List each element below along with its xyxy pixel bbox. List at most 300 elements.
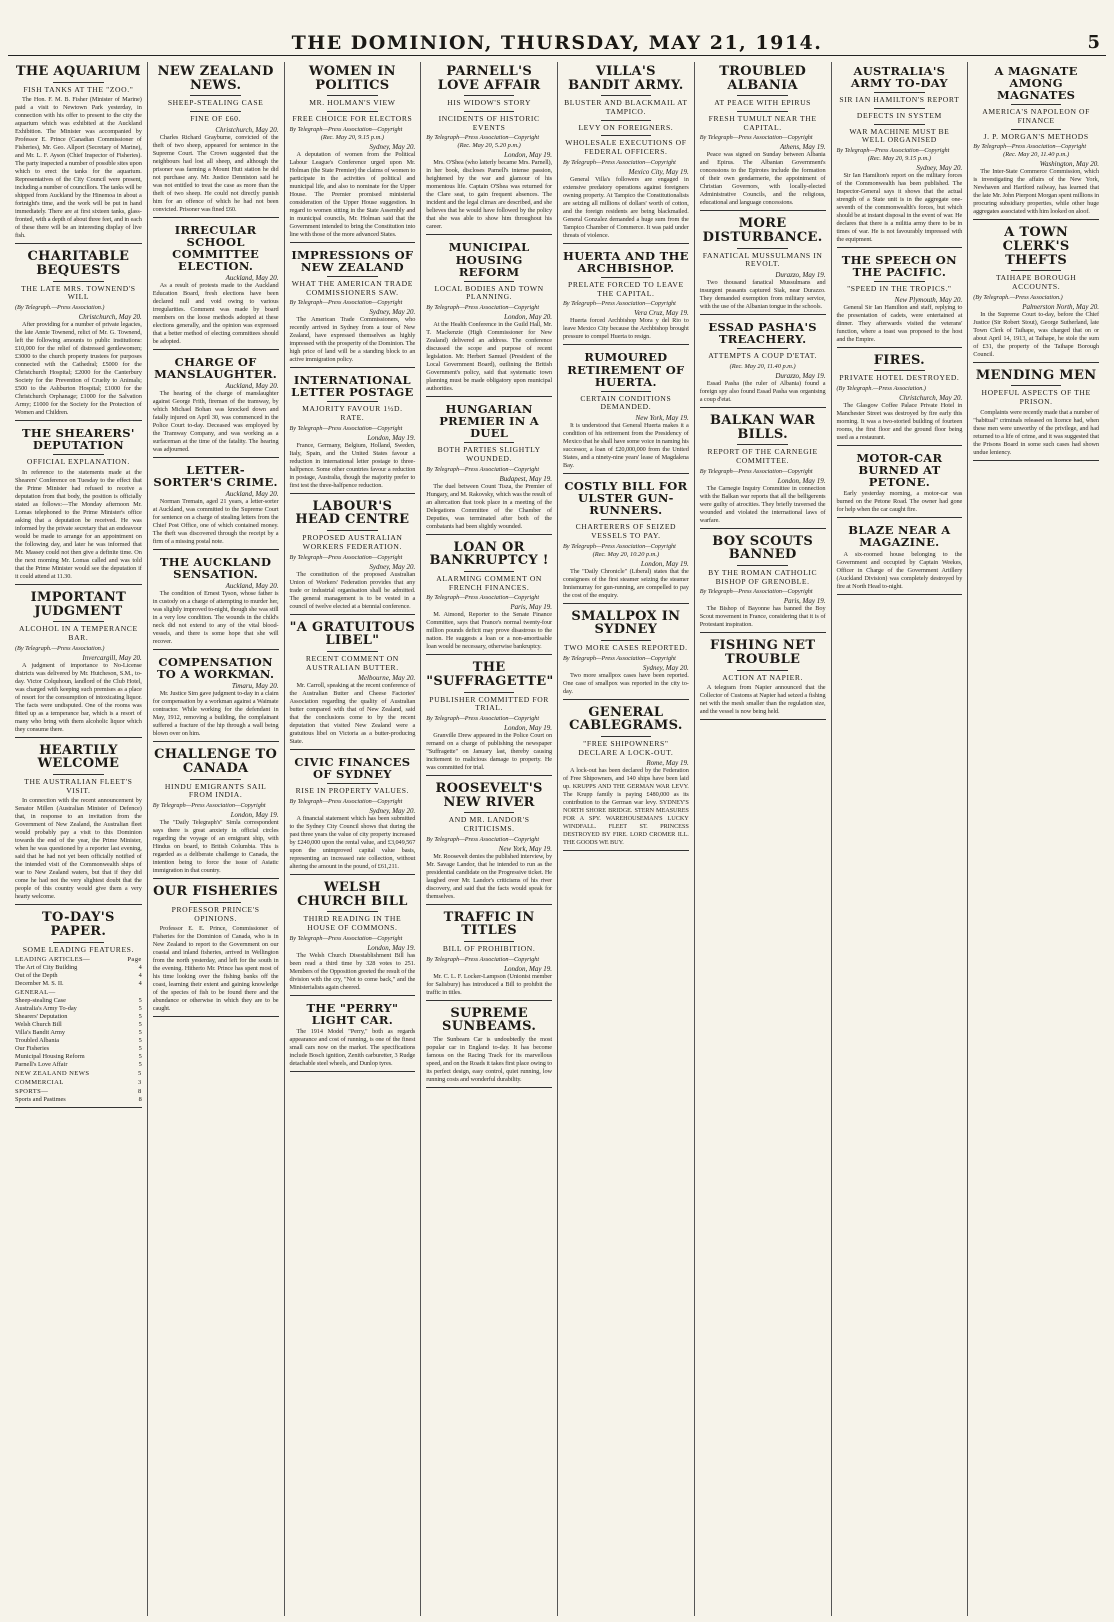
story-divider xyxy=(15,737,142,738)
story-headline: IRRECULAR SCHOOL COMMITTEE ELECTION. xyxy=(172,222,260,273)
story-paragraph: In connection with the recent announcement by Senator Millen (Australian Minister of Defence) that, in response to an invitation from the Government of New Zealand, the Australian fleet would probably pay a visit to this Dominion towards the end of the year, the Prime Minister, when he was questioned by a reporter last evening, said that he had not yet been officially notified of the intended visit of the Commonwealth ships of war to New Zealand waters, but that if they did come he had not the very slightest doubt that the people of this country would give them a very hearty welcome. xyxy=(15,797,142,901)
story-place: New York, May 19. xyxy=(498,844,552,853)
story-dateline: (Rec. May 20, 11.40 p.m.) xyxy=(1003,151,1070,159)
news-story xyxy=(563,65,689,244)
headline-rule xyxy=(601,277,651,278)
story-headline: HUERTA AND THE ARCHBISHOP. xyxy=(563,248,689,275)
index-entry xyxy=(15,956,142,964)
news-story xyxy=(15,744,142,906)
story-headline: COMPENSATION TO A WORKMAN. xyxy=(156,655,275,682)
story-subhead: DEFECTS IN SYSTEM xyxy=(856,110,942,120)
story-agency: By Telegraph—Press Association—Copyright xyxy=(836,147,950,154)
story-divider xyxy=(700,407,826,408)
story-subhead: PROPOSED AUSTRALIAN WORKERS FEDERATION. xyxy=(302,533,403,551)
index-entry xyxy=(15,1096,142,1104)
story-divider xyxy=(700,632,826,633)
story-subhead: SHEEP-STEALING CASE xyxy=(167,98,264,108)
story-headline: LOAN OR BANKRUPTCY ! xyxy=(429,539,549,569)
index-entry-page: 5 xyxy=(138,1045,142,1053)
story-headline: GENERAL CABLEGRAMS. xyxy=(569,704,683,734)
story-divider xyxy=(290,614,416,615)
news-column xyxy=(284,62,421,1616)
story-agency: By Telegraph—Press Association—Copyright xyxy=(289,553,403,561)
story-paragraph: Mr. C. L. F. Locker-Lampson (Unionist member for Salisbury) has introduced a Bill to prohibit the traffic in titles. xyxy=(426,972,552,996)
story-body xyxy=(153,134,279,214)
story-body xyxy=(153,925,279,1013)
story-paragraph: The "Daily Chronicle" (Liberal) states that the consignees of the first steamer seizing the steamer Innismurray for gun-running, are compelled to pay the cost of the enquiry. xyxy=(563,567,689,599)
story-divider xyxy=(563,473,689,474)
news-story xyxy=(290,500,416,615)
headline-rule xyxy=(53,621,104,622)
story-headline: IMPRESSIONS OF NEW ZEALAND xyxy=(291,247,414,274)
story-dateline: (Rec. May 20, 9.15 p.m.) xyxy=(320,133,385,141)
masthead xyxy=(8,30,1106,56)
story-subhead: FINE OF £60. xyxy=(190,114,242,123)
index-entry-page: 5 xyxy=(138,1070,142,1078)
story-paragraph: After providing for a number of private legacies, the late Annie Townend, relict of Mr. G. Townend, left the following amounts to public institutions: £10,000 for the relief of distressed gentlewomen; £3000 to the church property trustees for purposes connected with the Cathedral; £5000 for the Christchurch Hospital; £2000 for the Canterbury Society for the Prevention of Cruelty to Animals; £500 to the Ashburton Hospital; £1000 for the Christchurch Orphanage; £1000 for the Salvation Army; £1000 for the Society for the Protection of Women and Children. xyxy=(15,321,142,417)
story-divider xyxy=(15,904,142,905)
story-place: Auckland, May 20. xyxy=(225,273,279,282)
story-paragraph: As a result of protests made to the Auckland Education Board, fresh elections have been declared null and void owing to various irregularities. Comment was made by board members on the loose methods adopted at these elections generally, and the opinion was expressed that a better method of electing committees should be adopted. xyxy=(152,281,279,345)
story-paragraph: The 1914 Model "Perry," both as regards appearance and cost of running, is one of the finest small cars now on the market. The specifications include Bosch ignition, Zenith carburetter, 3 Rudge detachable steel wheels, and Dunlop tyres. xyxy=(289,1027,416,1067)
news-story xyxy=(700,535,826,634)
story-dateline: (Rec. May 20, 9.15 p.m.) xyxy=(867,155,932,162)
story-place: Sydney, May 20. xyxy=(369,807,416,816)
news-story xyxy=(15,591,142,738)
news-story xyxy=(426,65,552,235)
story-headline: AUSTRALIA'S ARMY TO-DAY xyxy=(850,64,948,91)
story-headline: CHALLENGE TO CANADA xyxy=(154,747,278,777)
story-divider xyxy=(563,699,689,700)
headline-rule xyxy=(53,454,104,455)
headline-rule xyxy=(53,942,104,943)
headline-rule xyxy=(464,281,514,282)
story-divider xyxy=(837,247,963,248)
story-subhead: "FREE SHIPOWNERS" DECLARE A LOCK-OUT. xyxy=(578,738,674,757)
story-agency: By Telegraph—Press Association—Copyright xyxy=(289,424,403,432)
story-agency: By Telegraph—Press Association—Copyright xyxy=(563,158,676,166)
story-body xyxy=(700,485,826,525)
story-subhead: RISE IN PROPERTY VALUES. xyxy=(295,786,410,796)
story-subhead: INCIDENTS OF HISTORIC EVENTS xyxy=(438,114,540,132)
story-headline: MENDING MEN xyxy=(975,367,1097,383)
headline-rule xyxy=(737,111,787,112)
news-story xyxy=(563,480,689,604)
story-paragraph: The condition of Ernest Tyson, whose father is in custody on a charge of attempting to murder her, was slightly improved to-night, though she was still in a very low condition. The wounds in the child's neck did not extend to any of the vital blood-vessels, and there is some hope that she will recover. xyxy=(152,590,279,646)
headline-rule xyxy=(874,124,924,125)
index-entry-label: December M. S. II. xyxy=(15,980,64,988)
story-divider xyxy=(837,517,963,518)
story-body xyxy=(426,853,552,901)
story-divider xyxy=(426,1000,552,1001)
index-entry xyxy=(15,1088,142,1096)
story-paragraph: Mr. Justice Sim gave judgment to-day in a claim for compensation by a workman against a Waimate contractor. While working for the defendant in May, 1912, removing a building, the complainant suffered a fracture of the hip through a wall being blown over on him. xyxy=(152,690,279,738)
story-agency: By Telegraph—Press Association—Copyright xyxy=(426,715,540,723)
headline-rule xyxy=(464,812,514,813)
news-story xyxy=(290,881,416,996)
story-headline: SMALLPOX IN SYDNEY xyxy=(571,608,681,638)
story-agency: By Telegraph—Press Association—Copyright xyxy=(426,955,540,963)
story-subhead: LOCAL BODIES AND TOWN PLANNING. xyxy=(434,283,544,302)
story-agency: By Telegraph—Press Association—Copyright xyxy=(289,125,403,133)
headline-rule xyxy=(327,111,377,112)
story-divider xyxy=(426,654,552,655)
story-body xyxy=(153,390,279,454)
news-story xyxy=(837,65,963,248)
story-body xyxy=(973,409,1099,457)
news-story xyxy=(153,356,279,458)
story-paragraph: The Carnegie Inquiry Committee in connection with the Balkan war reports that all the belligerents were guilty of atrocities. They briefly traversed the wounded and violated the international laws of warfare. xyxy=(699,484,826,524)
story-place: London, May 20. xyxy=(504,313,552,322)
story-headline: MOTOR-CAR BURNED AT PETONE. xyxy=(856,451,943,490)
news-story xyxy=(290,65,416,243)
headline-rule xyxy=(190,902,240,903)
news-story xyxy=(837,524,963,594)
story-place: Christchurch, May 20. xyxy=(78,313,142,322)
headline-rule xyxy=(327,276,377,277)
index-entry-page: 5 xyxy=(138,1029,142,1037)
story-subhead: TWO MORE CASES REPORTED. xyxy=(564,642,688,652)
story-headline: LETTER-SORTER'S CRIME. xyxy=(153,463,278,490)
story-headline: THE AQUARIUM xyxy=(15,64,141,79)
index-entry-label: Villa's Bandit Army xyxy=(15,1029,66,1037)
news-story xyxy=(563,351,689,474)
headline-rule xyxy=(327,651,377,652)
headline-rule xyxy=(53,774,104,775)
news-story xyxy=(15,427,142,585)
story-subhead: FISH TANKS AT THE "ZOO." xyxy=(23,84,134,94)
headline-rule xyxy=(737,248,787,249)
story-place: Timaru, May 20. xyxy=(231,682,279,691)
story-place: Sydney, May 20. xyxy=(916,164,963,172)
story-paragraph: The American Trade Commissioners, who recently arrived in Sydney from a tour of New Zealand, have expressed themselves as highly impressed with the prosperity of the Dominion. The high price of land will be a standing block to an active immigration policy. xyxy=(289,316,416,364)
story-place: New Plymouth, May 20. xyxy=(894,295,963,304)
headline-rule xyxy=(53,82,104,83)
headline-rule xyxy=(464,571,514,572)
news-story xyxy=(290,374,416,494)
news-story xyxy=(153,65,279,218)
index-entry-label: Sheep-stealing Case xyxy=(15,997,66,1005)
story-place: Paris, May 19. xyxy=(783,597,826,606)
story-subhead: ALARMING COMMENT ON FRENCH FINANCES. xyxy=(436,573,542,592)
index-entry xyxy=(15,964,142,972)
headline-rule xyxy=(1011,104,1061,105)
story-divider xyxy=(837,594,963,595)
story-body xyxy=(153,819,279,875)
headline-rule xyxy=(464,941,514,942)
story-headline: VILLA'S BANDIT ARMY. xyxy=(568,64,684,93)
story-place: Sydney, May 20. xyxy=(369,562,416,571)
story-subhead: WHOLESALE EXECUTIONS OF FEDERAL OFFICERS. xyxy=(565,138,687,157)
story-divider xyxy=(15,1107,142,1108)
story-subhead: TAIHAPE BOROUGH ACCOUNTS. xyxy=(995,273,1077,291)
story-headline: A TOWN CLERK'S THEFTS xyxy=(1002,225,1070,268)
story-headline: LABOUR'S HEAD CENTRE xyxy=(295,498,410,528)
story-place: Budapest, May 19. xyxy=(499,474,552,483)
story-body xyxy=(15,321,142,417)
story-divider xyxy=(153,649,279,650)
story-paragraph: General Villa's followers are engaged in extensive predatory operations against foreigners owning property. At Tampico the Constitutionalists are seizing all millions of dollars' worth of cotton, and the foreign residents are being blackmailed. General Gonzalez demanded a huge sum from the Tampico Chamber of Commerce. It was paid under threats of violence. xyxy=(563,175,689,239)
story-agency: (By Telegraph.—Press Association.) xyxy=(15,304,105,312)
headline-rule xyxy=(190,95,240,96)
story-paragraph: In reference to the statements made at the Shearers' Conference on Tuesday to the effect that the Prime Minister had refused to receive a deputation from that body, the position is officially stated as follows:—The Monday afternoon Mr. Lomas telephoned to the Prime Minister's office asking that a deputation be received. He was informed by the private secretary that an endeavour would be made to arrange for an appointment on the following day, and later he was informed that Mr. Massey could not then give a definite time. On the next morning Mr. Lomas called and was told that the Prime Minister would see the deputation if it could attend at 11.30. xyxy=(15,468,142,580)
news-story xyxy=(837,354,963,446)
headline-rule xyxy=(327,401,377,402)
story-paragraph: Charles Richard Grayburne, convicted of the theft of two sheep, appeared for sentence in the Supreme Court. The Crown suggested that the neighbours had lost all sheep, and although the prisoner was farming a Mount Hutt station he did not purchase any. Mr. Justice Denniston said he was not entitled to treat the case as more than the theft of two sheep. He could not directly punish him for an offence of which he had not been convicted. Prisoner was fined £60. xyxy=(152,133,279,213)
story-paragraph: Professor E. E. Prince, Commissioner of Fisheries for the Dominion of Canada, who is in New Zealand to report to the Government on our coastal and inland fisheries, arrived in Wellington from the north yesterday, and left for the south in the evening. Hitherto Mr. Prince has spent most of his time looking over the fishing banks off the coast, learning their extent and gaining knowledge of the species of fish to be found there and the abundance or otherwise in which they are to be caught. xyxy=(152,925,279,1013)
story-divider xyxy=(153,349,279,350)
story-subhead: AND MR. LANDOR'S CRITICISMS. xyxy=(448,815,530,834)
story-body xyxy=(563,422,689,470)
story-subhead: SIR IAN HAMILTON'S REPORT xyxy=(839,95,960,105)
story-paragraph: Two thousand fanatical Mussulmans and insurgent peasants captured Siak, near Durazzo. They demanded exemption from military service, with the use of the Albanian tongue in the schools. xyxy=(699,279,826,311)
story-divider xyxy=(153,1016,279,1017)
index-entry-label: LEADING ARTICLES— xyxy=(15,956,91,964)
index-entry xyxy=(15,1079,142,1087)
story-subhead: BOTH PARTIES SLIGHTLY WOUNDED. xyxy=(437,445,541,463)
story-paragraph: The Inter-State Commerce Commission, which is investigating the affairs of the New York, Newhaven and Hartford railway, has learned that the late Mr. John Pierpont Morgan spent millions in procuring subsidiary properties, while other huge aggregates associated with him looked on aloof. xyxy=(973,168,1099,216)
story-subhead: PRELATE FORCED TO LEAVE THE CAPITAL. xyxy=(568,280,684,298)
story-body xyxy=(426,483,552,531)
story-place: London, May 19. xyxy=(504,964,552,973)
news-story xyxy=(700,217,826,315)
story-headline: ESSAD PASHA'S TREACHERY. xyxy=(708,320,817,347)
story-place: London, May 19. xyxy=(504,151,552,160)
story-paragraph: The constitution of the proposed Australian Union of Workers' Federation provides that any trade or industrial organisation shall be admitted. The general management is to be vested in a council of twelve elected at a biennial conference. xyxy=(289,570,416,610)
story-agency: By Telegraph—Press Association—Copyright xyxy=(563,300,676,308)
index-entry-label: Troubled Albania xyxy=(15,1037,60,1045)
story-place: Auckland, May 20. xyxy=(225,582,279,591)
story-body xyxy=(290,952,416,992)
story-place: London, May 19. xyxy=(504,724,552,733)
news-story xyxy=(290,249,416,369)
news-story xyxy=(426,911,552,1001)
story-subhead: LEVY ON FOREIGNERS. xyxy=(578,122,674,132)
story-subhead: CERTAIN CONDITIONS DEMANDED. xyxy=(580,393,672,412)
story-divider xyxy=(15,584,142,585)
headline-rule xyxy=(327,783,377,784)
news-story xyxy=(153,224,279,350)
index-entry xyxy=(15,1053,142,1061)
story-body xyxy=(426,159,552,231)
index-entry-page: 5 xyxy=(138,1005,142,1013)
story-body xyxy=(426,611,552,651)
story-headline: THE SHEARERS' DEPUTATION xyxy=(22,426,135,453)
news-story xyxy=(290,1002,416,1072)
index-entry-page: 4 xyxy=(138,972,142,980)
story-divider xyxy=(290,367,416,368)
headline-rule xyxy=(464,692,514,693)
story-headline: OUR FISHERIES xyxy=(153,884,279,900)
index-entry-label: SPORTS— xyxy=(15,1088,49,1096)
story-body xyxy=(563,317,689,341)
story-agency: By Telegraph—Press Association—Copyright xyxy=(699,467,813,475)
story-body xyxy=(290,1028,416,1068)
story-divider xyxy=(153,217,279,218)
story-body xyxy=(290,151,416,239)
story-paragraph: The Glasgow Coffee Palace Private Hotel in Manchester Street was destroyed by fire early this morning. It was a two-storied building of fourteen rooms, the first floor and the ground floor being used as a restaurant. xyxy=(836,402,963,442)
story-paragraph: M. Aimond, Reporter to the Senate Finance Committee, says that France's normal twenty-four million pounds deficit may prove disastrous to the nation. He suggests a loan or a non-amortisable loan would be necessary, otherwise bankruptcy. xyxy=(426,611,552,651)
story-subhead: HOPEFUL ASPECTS OF THE PRISON. xyxy=(981,388,1091,407)
headline-rule xyxy=(327,530,377,531)
story-body xyxy=(837,402,963,442)
story-place: Mexico City, May 19. xyxy=(628,167,689,176)
story-subhead: THIRD READING IN THE HOUSE OF COMMONS. xyxy=(303,914,402,933)
story-place: Paris, May 19. xyxy=(510,603,552,612)
story-subhead: THE LATE MRS. TOWNEND'S WILL xyxy=(21,283,136,302)
story-headline: THE "PERRY" LIGHT CAR. xyxy=(306,1000,399,1027)
index-entry xyxy=(15,997,142,1005)
story-divider xyxy=(700,528,826,529)
headline-rule xyxy=(874,92,924,93)
story-paragraph: A financial statement which has been submitted to the Sydney City Council shows that during the past three years the value of city property increased by £240,000 upon the rental value, and £3,049,567 upon the unimproved capital value basis, representing an increased rate collection, without altering the amount in the pound, of £61,211. xyxy=(289,815,416,871)
news-story xyxy=(153,464,279,550)
index-entry-label: Parnell's Love Affair xyxy=(15,1061,68,1069)
story-subhead: HIS WIDOW'S STORY xyxy=(447,98,532,108)
story-headline: MORE DISTURBANCE. xyxy=(702,216,823,246)
story-paragraph: Sir Ian Hamilton's report on the military forces of the Commonwealth has been published. The Inspector-General says it shows that the actual strength of a State unit is in the aggregate one-seventh of the commonwealth's forces, but which should be at instant disposal in the event of war. He declares that there is a militia army there to be in times of war. He is not favourably impressed with the equipment. xyxy=(836,172,963,243)
news-story xyxy=(153,656,279,742)
headline-rule xyxy=(601,135,651,136)
headline-rule xyxy=(1011,129,1061,130)
story-paragraph: The hearing of the charge of manslaughter against George Frith, fireman of the tramway, by which Michael Bohan was knocked down and fatally injured on April 30, was commenced in the Police Court to-day. Deceased was employed by the Tramway Company, and was working as a surfaceman at the time of the fatality. The hearing was adjourned. xyxy=(152,390,279,454)
story-body xyxy=(700,151,826,207)
index-entry-label: Our Fisheries xyxy=(15,1045,50,1053)
story-dateline: (Rec. May 20, 11.40 p.m.) xyxy=(729,363,796,370)
story-subhead: FRESH TUMULT NEAR THE CAPITAL. xyxy=(708,114,817,132)
news-column xyxy=(147,62,284,1616)
story-divider xyxy=(426,775,552,776)
page-number: 5 xyxy=(1087,32,1100,53)
story-subhead: OFFICIAL EXPLANATION. xyxy=(26,457,130,467)
story-divider xyxy=(290,1071,416,1072)
story-place: Vera Cruz, May 19. xyxy=(634,309,689,318)
news-story xyxy=(700,321,826,408)
story-place: Christchurch, May 20. xyxy=(215,125,279,134)
story-place: Durazzo, May 19. xyxy=(775,271,826,280)
index-entry-page: 5 xyxy=(138,1021,142,1029)
story-place: Rome, May 19. xyxy=(646,759,689,768)
story-divider xyxy=(426,904,552,905)
news-story xyxy=(973,369,1099,461)
story-paragraph: Mr. Roosevelt denies the published interview, by Mr. Savage Landor, that he intended to run as the presidential candidate on the Progressive ticket. He laughed over Mr. Landor's criticisms of his river discovery, and said that the facts would speak for themselves. xyxy=(426,852,552,900)
story-paragraph: In the Supreme Court to-day, before the Chief Justice (Sir Robert Stout), George Sutherland, late Town Clerk of Taihape, was charged that on or about April 14, 1913, at Taihape, he stole the sum of £31, the property of the Taihape Borough Council. xyxy=(973,310,1099,358)
story-headline: FISHING NET TROUBLE xyxy=(709,638,816,668)
story-headline: MUNICIPAL HOUSING REFORM xyxy=(448,240,530,279)
index-entry-label: The Art of City Building xyxy=(15,964,78,972)
story-body xyxy=(563,176,689,240)
story-place: London, May 19. xyxy=(367,943,416,952)
index-entry-page: 4 xyxy=(138,964,142,972)
headline-rule xyxy=(874,281,924,282)
news-story xyxy=(426,403,552,535)
story-place: Auckland, May 20. xyxy=(225,490,279,499)
story-place: London, May 19. xyxy=(230,811,279,820)
story-agency: By Telegraph—Press Association—Copyright xyxy=(563,654,676,662)
news-story xyxy=(563,706,689,852)
story-headline: IMPORTANT JUDGMENT xyxy=(30,589,127,619)
story-subhead: ATTEMPTS A COUP D'ETAT. xyxy=(708,351,817,361)
story-subhead: HINDU EMIGRANTS SAIL FROM INDIA. xyxy=(164,781,267,800)
index-entry-page: Page xyxy=(127,956,142,964)
story-headline: THE "SUFFRAGETTE" xyxy=(426,660,554,690)
index-entry xyxy=(15,989,142,997)
story-headline: BOY SCOUTS BANNED xyxy=(712,533,814,563)
index-entry-label: Out of the Depth xyxy=(15,972,58,980)
story-agency: By Telegraph—Press Association—Copyright xyxy=(289,299,403,307)
story-headline: CHARITABLE BEQUESTS xyxy=(27,249,130,278)
story-body xyxy=(15,662,142,734)
headline-rule xyxy=(737,348,787,349)
story-paragraph: At the Health Conference in the Guild Hall, Mr. T. Mackenzie (High Commissioner for New Zealand) delivered an address. The conference discussed the scope and purpose of recent legislation. Mr. Herbert Samuel (President of the Local Government Board), outlining the British Government's policy, said that systematic town planning must be made obligatory upon municipal authorities. xyxy=(426,321,552,393)
story-paragraph: The duel between Count Tisza, the Premier of Hungary, and M. Rakovsky, which was the result of an altercation that took place in a meeting of the Delegations Committee of the Chamber of Deputies, was terminated after both of the combatants had been slightly wounded. xyxy=(426,482,552,530)
news-story xyxy=(426,782,552,905)
story-headline: SUPREME SUNBEAMS. xyxy=(442,1005,537,1035)
news-columns xyxy=(10,62,1104,1616)
story-subhead: MAJORITY FAVOUR 1½D. RATE. xyxy=(302,404,403,423)
story-subhead: CHARTERERS OF SEIZED VESSELS TO PAY. xyxy=(575,522,677,540)
story-place: London, May 19. xyxy=(367,433,416,442)
story-headline: "A GRATUITOUS LIBEL" xyxy=(289,619,416,649)
story-agency: By Telegraph—Press Association—Copyright xyxy=(699,588,813,596)
story-body xyxy=(837,304,963,344)
index-entry-page: 5 xyxy=(138,1037,142,1045)
story-body xyxy=(700,380,826,404)
news-story xyxy=(426,1007,552,1088)
story-headline: HEARTILY WELCOME xyxy=(37,742,120,772)
story-divider xyxy=(700,210,826,211)
story-subhead: ALCOHOL IN A TEMPERANCE BAR. xyxy=(19,624,138,642)
story-agency: By Telegraph—Press Association—Copyright xyxy=(699,134,813,142)
story-place: Auckland, May 20. xyxy=(225,382,279,391)
story-headline: HUNGARIAN PREMIER IN A DUEL xyxy=(439,402,540,441)
story-divider xyxy=(153,549,279,550)
headline-rule xyxy=(874,370,924,371)
story-divider xyxy=(426,234,552,235)
story-subhead: AMERICA'S NAPOLEON OF FINANCE xyxy=(982,107,1090,125)
headline-rule xyxy=(327,95,377,96)
story-subhead: J. P. MORGAN'S METHODS xyxy=(983,131,1089,141)
story-body xyxy=(837,490,963,514)
story-headline: CIVIC FINANCES OF SYDNEY xyxy=(294,755,411,782)
story-agency: (By Telegraph.—Press Association.) xyxy=(973,293,1063,301)
headline-rule xyxy=(601,736,651,737)
story-place: Athens, May 19. xyxy=(780,143,826,152)
story-divider xyxy=(973,362,1099,363)
news-column xyxy=(10,62,147,1616)
headline-rule xyxy=(737,565,787,566)
story-agency: By Telegraph—Press Association—Copyright xyxy=(426,465,540,473)
headline-rule xyxy=(601,519,651,520)
story-agency: By Telegraph—Press Association—Copyright xyxy=(973,143,1087,151)
story-divider xyxy=(290,874,416,875)
index-entry-label: Shearers' Deputation xyxy=(15,1013,68,1021)
index-entry xyxy=(15,1045,142,1053)
story-divider xyxy=(700,314,826,315)
story-subhead: BILL OF PROHIBITION. xyxy=(442,944,536,954)
news-story xyxy=(700,414,826,529)
story-headline: THE AUCKLAND SENSATION. xyxy=(159,555,272,582)
story-divider xyxy=(426,396,552,397)
index-entry xyxy=(15,972,142,980)
story-body xyxy=(700,684,826,716)
headline-rule xyxy=(737,95,787,96)
story-divider xyxy=(426,534,552,535)
story-divider xyxy=(973,460,1099,461)
index-entry xyxy=(15,980,142,988)
story-body xyxy=(15,797,142,901)
story-paragraph: Norman Tremain, aged 21 years, a letter-sorter at Auckland, was committed to the Supreme Court for sentence on a charge of stealing letters from the Chief Post Office, one of which contained money. The theft was discovered through the receipt by a firm of a missing postal note. xyxy=(152,498,279,546)
